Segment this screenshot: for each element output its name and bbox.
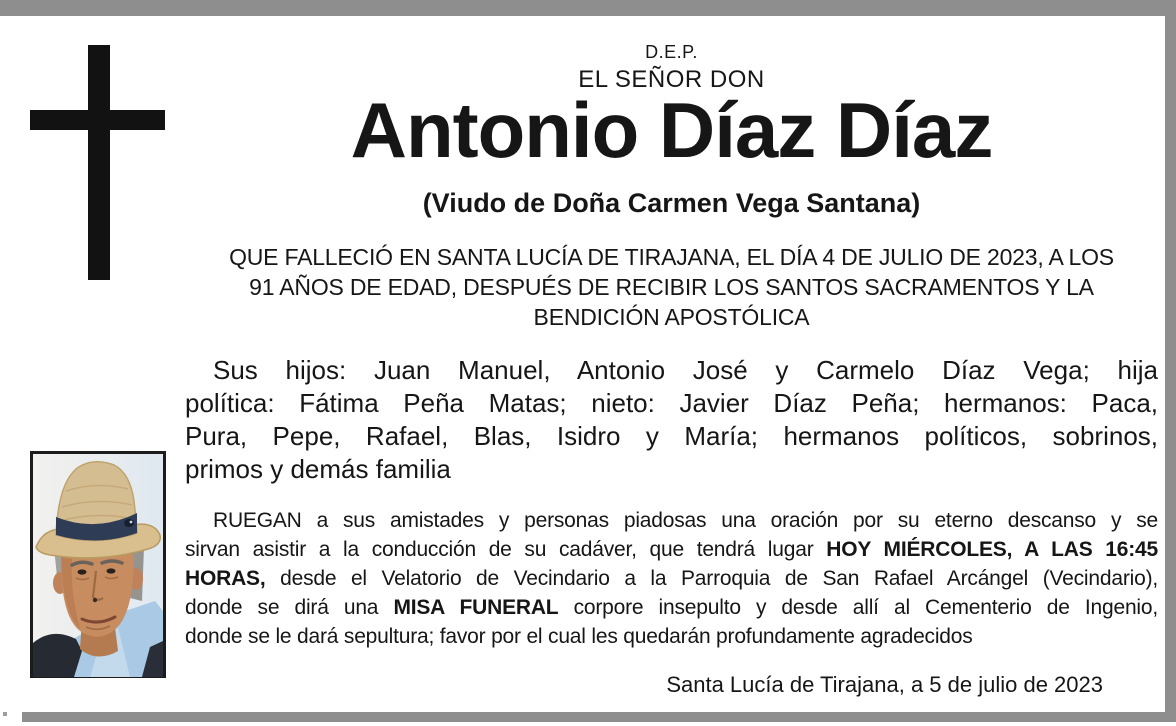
- frame-bottom-border: [22, 712, 1176, 722]
- funeral-request-paragraph: [185, 506, 1158, 651]
- family-line: Pura, Pepe, Rafael, Blas, Isidro y María; hermanos políticos, sobrinos,: [185, 421, 1158, 451]
- request-line: HORAS, desde el Velatorio de Vecindario a la Parroquia de San Rafael Arcángel (Vecindario),: [185, 567, 1158, 590]
- request-line: RUEGAN a sus amistades y personas piadosas una oración por su eterno descanso y se: [213, 509, 1158, 532]
- request-line: donde se dirá una MISA FUNERAL corpore insepulto y desde allí al Cementerio de Ingenio,: [185, 596, 1158, 619]
- death-announcement: [185, 242, 1158, 332]
- family-line: primos y demás familia: [185, 454, 451, 484]
- frame-top-border: [0, 0, 1176, 16]
- death-line: 91 AÑOS DE EDAD, DESPUÉS DE RECIBIR LOS SANTOS SACRAMENTOS Y LA: [249, 274, 1094, 300]
- frame-right-border: [1165, 0, 1176, 722]
- family-line: Sus hijos: Juan Manuel, Antonio José y Carmelo Díaz Vega; hija: [213, 355, 1158, 385]
- deceased-name-title: Antonio Díaz Díaz: [350, 86, 993, 174]
- latin-cross-icon: [28, 42, 168, 282]
- request-line: sirvan asistir a la conducción de su cadáver, que tendrá lugar HOY MIÉRCOLES, A LAS 16:45: [185, 538, 1158, 561]
- death-line: BENDICIÓN APOSTÓLICA: [533, 304, 810, 330]
- family-paragraph: [185, 354, 1158, 486]
- portrait-elderly-man-straw-hat-photo: [30, 451, 166, 678]
- family-line: política: Fátima Peña Matas; nieto: Javier Díaz Peña; hermanos: Paca,: [185, 388, 1158, 418]
- obituary-card: [0, 16, 1165, 712]
- dep-abbreviation: D.E.P.: [645, 42, 698, 62]
- death-line: QUE FALLECIÓ EN SANTA LUCÍA DE TIRAJANA, EL DÍA 4 DE JULIO DE 2023, A LOS: [229, 244, 1114, 270]
- spouse-note: (Viudo de Doña Carmen Vega Santana): [422, 188, 921, 218]
- request-line: donde se le dará sepultura; favor por el cual les quedarán profundamente agradecidos: [185, 625, 973, 648]
- honorific-line: EL SEÑOR DON: [578, 66, 765, 93]
- closing-dateline: Santa Lucía de Tirajana, a 5 de julio de 2023: [666, 672, 1103, 697]
